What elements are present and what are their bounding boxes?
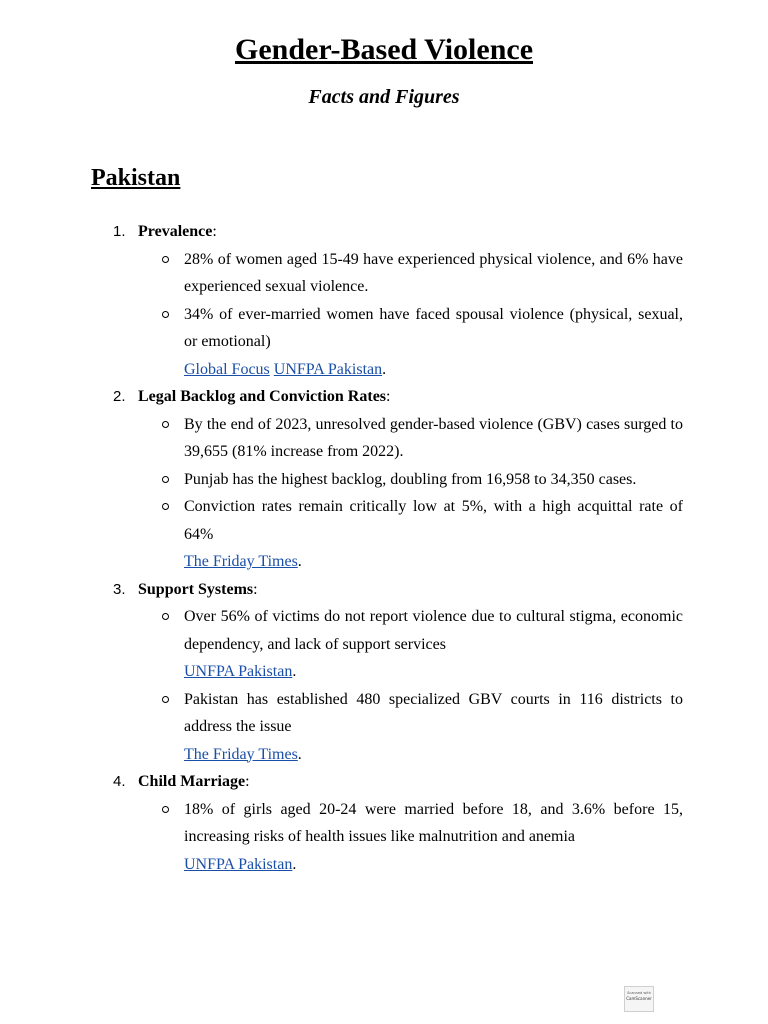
hollow-circle-bullet-icon: [162, 311, 169, 318]
item-colon: :: [253, 580, 258, 598]
citation-period: .: [292, 855, 297, 873]
section-heading: Pakistan: [91, 165, 181, 191]
bullet-item: [160, 493, 683, 548]
hollow-circle-bullet-icon: [162, 806, 169, 813]
item-title: Legal Backlog and Conviction Rates: [138, 388, 387, 405]
item-number: 4.: [113, 773, 126, 790]
hollow-circle-bullet-icon: [162, 503, 169, 510]
hollow-circle-bullet-icon: [162, 421, 169, 428]
sub-list: [113, 246, 683, 356]
friday-times-link[interactable]: The Friday Times: [184, 745, 298, 763]
camscanner-watermark: [624, 986, 654, 1012]
item-number: 1.: [113, 223, 126, 240]
citation-period: .: [382, 360, 387, 378]
citation-period: .: [297, 553, 302, 570]
item-heading: [113, 576, 683, 604]
citation-period: .: [292, 663, 297, 680]
bullet-text: Pakistan has established 480 specialized GBV courts in 116 districts to address the issue: [184, 690, 683, 735]
bullet-text: Punjab has the highest backlog, doubling from 16,958 to 34,350 cases.: [184, 470, 637, 488]
sub-list: [113, 603, 683, 768]
item-title: Support Systems: [138, 580, 254, 598]
citation-period: .: [297, 745, 302, 763]
global-focus-link[interactable]: Global Focus: [184, 360, 270, 378]
list-item-child-marriage: [113, 768, 683, 878]
hollow-circle-bullet-icon: [162, 256, 169, 263]
item-colon: :: [245, 773, 250, 790]
unfpa-pakistan-link[interactable]: UNFPA Pakistan: [184, 663, 293, 680]
bullet-text: Conviction rates remain critically low at 5%, with a high acquittal rate of 64%: [184, 498, 683, 543]
item-heading: [113, 383, 683, 411]
bullet-text: Over 56% of victims do not report violence due to cultural stigma, economic dependency, and lack of support services: [184, 608, 683, 653]
list-item-legal-backlog: [113, 383, 683, 576]
item-colon: :: [386, 388, 391, 405]
unfpa-pakistan-link[interactable]: UNFPA Pakistan: [184, 855, 293, 873]
hollow-circle-bullet-icon: [162, 696, 169, 703]
bullet-item: [160, 796, 683, 879]
bullet-item: [160, 686, 683, 769]
bullet-item: [160, 411, 683, 466]
facts-list: [113, 218, 683, 878]
bullet-item: [160, 466, 683, 494]
item-title: Child Marriage: [138, 773, 246, 790]
item-heading: [113, 768, 683, 796]
citation: [113, 548, 683, 576]
list-item-support-systems: [113, 576, 683, 769]
citation: [113, 356, 683, 384]
watermark-line-1: Scanned with: [627, 991, 651, 995]
bullet-item: [160, 246, 683, 301]
item-heading: [113, 218, 683, 246]
list-item-prevalence: [113, 218, 683, 383]
item-title: Prevalence: [138, 223, 213, 240]
hollow-circle-bullet-icon: [162, 613, 169, 620]
bullet-item: [160, 301, 683, 356]
item-colon: :: [212, 223, 217, 240]
sub-list: [113, 796, 683, 879]
watermark-line-2: CamScanner: [626, 996, 652, 1001]
bullet-text: 28% of women aged 15-49 have experienced physical violence, and 6% have experienced sexual violence.: [184, 250, 683, 295]
document-title: Gender-Based Violence: [234, 33, 534, 66]
sub-list: [113, 411, 683, 549]
bullet-text: 34% of ever-married women have faced spousal violence (physical, sexual, or emotional): [184, 305, 683, 350]
unfpa-pakistan-link[interactable]: UNFPA Pakistan: [273, 360, 383, 378]
hollow-circle-bullet-icon: [162, 476, 169, 483]
document-subtitle: Facts and Figures: [308, 86, 460, 108]
bullet-item: [160, 603, 683, 686]
bullet-text: By the end of 2023, unresolved gender-based violence (GBV) cases surged to 39,655 (81% increase from 2022).: [184, 415, 683, 460]
friday-times-link[interactable]: The Friday Times: [184, 553, 298, 570]
item-number: 3.: [113, 580, 126, 598]
item-number: 2.: [113, 388, 126, 405]
bullet-text: 18% of girls aged 20-24 were married before 18, and 3.6% before 15, increasing risks of health issues like malnutrition and anemia: [184, 800, 683, 845]
